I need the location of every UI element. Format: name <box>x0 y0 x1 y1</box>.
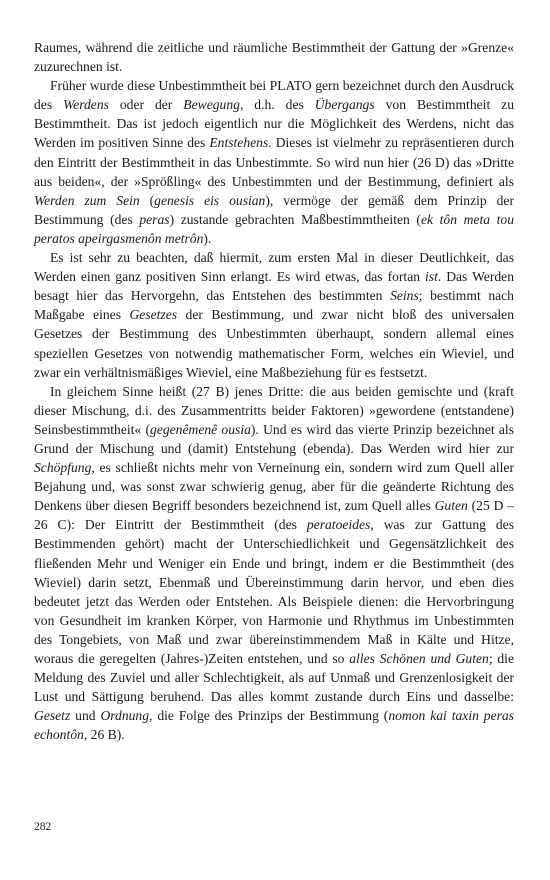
text-run: Früher wurde diese Unbestimmtheit bei PLATO gern bezeichnet durch den Ausdruck des <box>34 78 514 113</box>
paragraph-1 <box>34 38 514 76</box>
italic-term: gegenêmenê ousia <box>150 421 251 437</box>
text-run: , die Folge des Prinzips der Bestimmung ( <box>149 708 389 724</box>
italic-term: peras <box>139 211 170 227</box>
text-run: Raumes, während die zeitliche und räumliche Bestimmtheit der Gattung der »Grenze« zuzurechnen ist. <box>34 40 514 75</box>
text-run: der Bestimmung, und zwar nicht bloß des universalen Gesetzes der Bestimmung des Unbestimmten überhaupt, sondern allemal eines speziellen Gesetzes von notwendig mathematischer Form, welches ein Wieviel, und zwar ein verhältnismäßiges Wieviel, eine Maßbeziehung für es festsetzt. <box>34 307 515 380</box>
italic-term: ist <box>425 269 438 285</box>
text-run: . Das Werden besagt hier das Hervorgehn, das Entstehen des bestimmten <box>34 269 514 304</box>
italic-term: Seins <box>390 288 419 304</box>
italic-term: Werdens <box>63 97 109 113</box>
text-run: ( <box>139 192 155 208</box>
italic-term: alles Schönen und Guten <box>349 651 489 666</box>
italic-term: Gesetz <box>34 708 71 724</box>
text-run: von Bestimmtheit zu Bestimmtheit. Das ist jedoch eigentlich nur die Möglichkeit des Werdens, nicht das Werden im positiven Sinne des <box>34 97 515 151</box>
italic-term: peratoeides <box>306 517 371 533</box>
italic-term: genesis eis ousian <box>154 192 266 208</box>
italic-term: ek tôn meta tou peratos apeirgasmenôn metrôn <box>34 211 514 246</box>
text-run: , d.h. des <box>239 97 315 113</box>
italic-term: Guten <box>434 498 468 514</box>
paragraph-3 <box>34 248 514 382</box>
page-body <box>34 38 514 744</box>
text-run: oder der <box>108 97 184 113</box>
text-run: Es ist sehr zu beachten, daß hiermit, zum ersten Mal in dieser Deutlichkeit, das Werden einen ganz positiven Sinn erlangt. Es wird etwas, das fortan <box>34 250 514 285</box>
text-run: (25 D – 26 C): Der Eintritt der Bestimmtheit (des <box>34 498 514 533</box>
text-run: , 26 B). <box>83 727 125 743</box>
text-run: und <box>70 708 101 724</box>
text-run: ), vermöge der gemäß dem Prinzip der Bestimmung (des <box>34 192 514 227</box>
text-run: , es schließt nichts mehr von Verneinung ein, sondern wird zum Quell aller Bejahung und, was sonst zwar schwierig genug, aber für die geänderte Richtung des Denkens über diesen Begriff besonders bezeichnend ist, zum Quell alles <box>34 460 514 514</box>
paragraph-2 <box>34 76 514 248</box>
italic-term: Bewegung <box>183 97 240 113</box>
text-run: ; die Meldung des Zuviel und aller Schlechtigkeit, als auf Unmaß und Grenzenlosigkeit der Lust und Sättigung beruhend. Das alles kommt zustande durch Eins und dasselbe: <box>34 651 514 705</box>
text-run: In gleichem Sinne heißt (27 B) jenes Dritte: die aus beiden gemischte und (kraft dieser Mischung, d.i. des Zusammentritts beider Faktoren) »gewordene (entstandene) Seinsbestimmtheit« ( <box>34 383 514 437</box>
text-run: , was zur Gattung des Bestimmenden gehört) macht der Unterschiedlichkeit und Gegensätzlichkeit des fließenden Mehr und Weniger ein Ende und bringt, indem er die Bestimmtheit (des Wieviel) darin setzt, Ebenmaß und Übereinstimmung darin hervor, und eben dies bedeutet jetzt das Werden oder Entstehen. Als Beispiele dienen: die Hervorbringung von Gesundheit im kranken Körper, von Harmonie und Rhythmus im Unbestimmten des Tongebiets, von Maß und zwar übereinstimmendem Maß in Kälte und Hitze, woraus die geregelten (Jahres-)Zeiten entstehen, und so <box>34 517 515 666</box>
italic-term: nomon kai taxin peras echontôn <box>34 708 514 743</box>
text-run: ). <box>203 230 212 246</box>
page-number: 282 <box>34 821 52 833</box>
text-run: . Dieses ist vielmehr zu repräsentieren durch den Eintritt der Bestimmtheit in das Unbestimmte. So wird nun hier (26 D) das »Dritte aus beiden«, der »Sprößling« des Unbestimmten und der Bestimmung, definiert als <box>34 135 515 189</box>
italic-term: Werden zum Sein <box>34 192 140 208</box>
italic-term: Gesetzes <box>129 307 178 323</box>
paragraph-4 <box>34 382 514 745</box>
text-run: ) zustande gebrachten Maßbestimmtheiten ( <box>169 211 421 227</box>
italic-term: Entstehens <box>209 135 269 151</box>
italic-term: Übergangs <box>314 97 375 113</box>
text-run: ; bestimmt nach Maßgabe eines <box>34 288 514 323</box>
italic-term: Schöpfung <box>34 460 92 476</box>
italic-term: Ordnung <box>100 708 150 724</box>
text-run: ). Und es wird das vierte Prinzip bezeichnet als Grund der Mischung und (damit) Entstehung (ebenda). Das Werden wird hier zur <box>34 421 515 456</box>
